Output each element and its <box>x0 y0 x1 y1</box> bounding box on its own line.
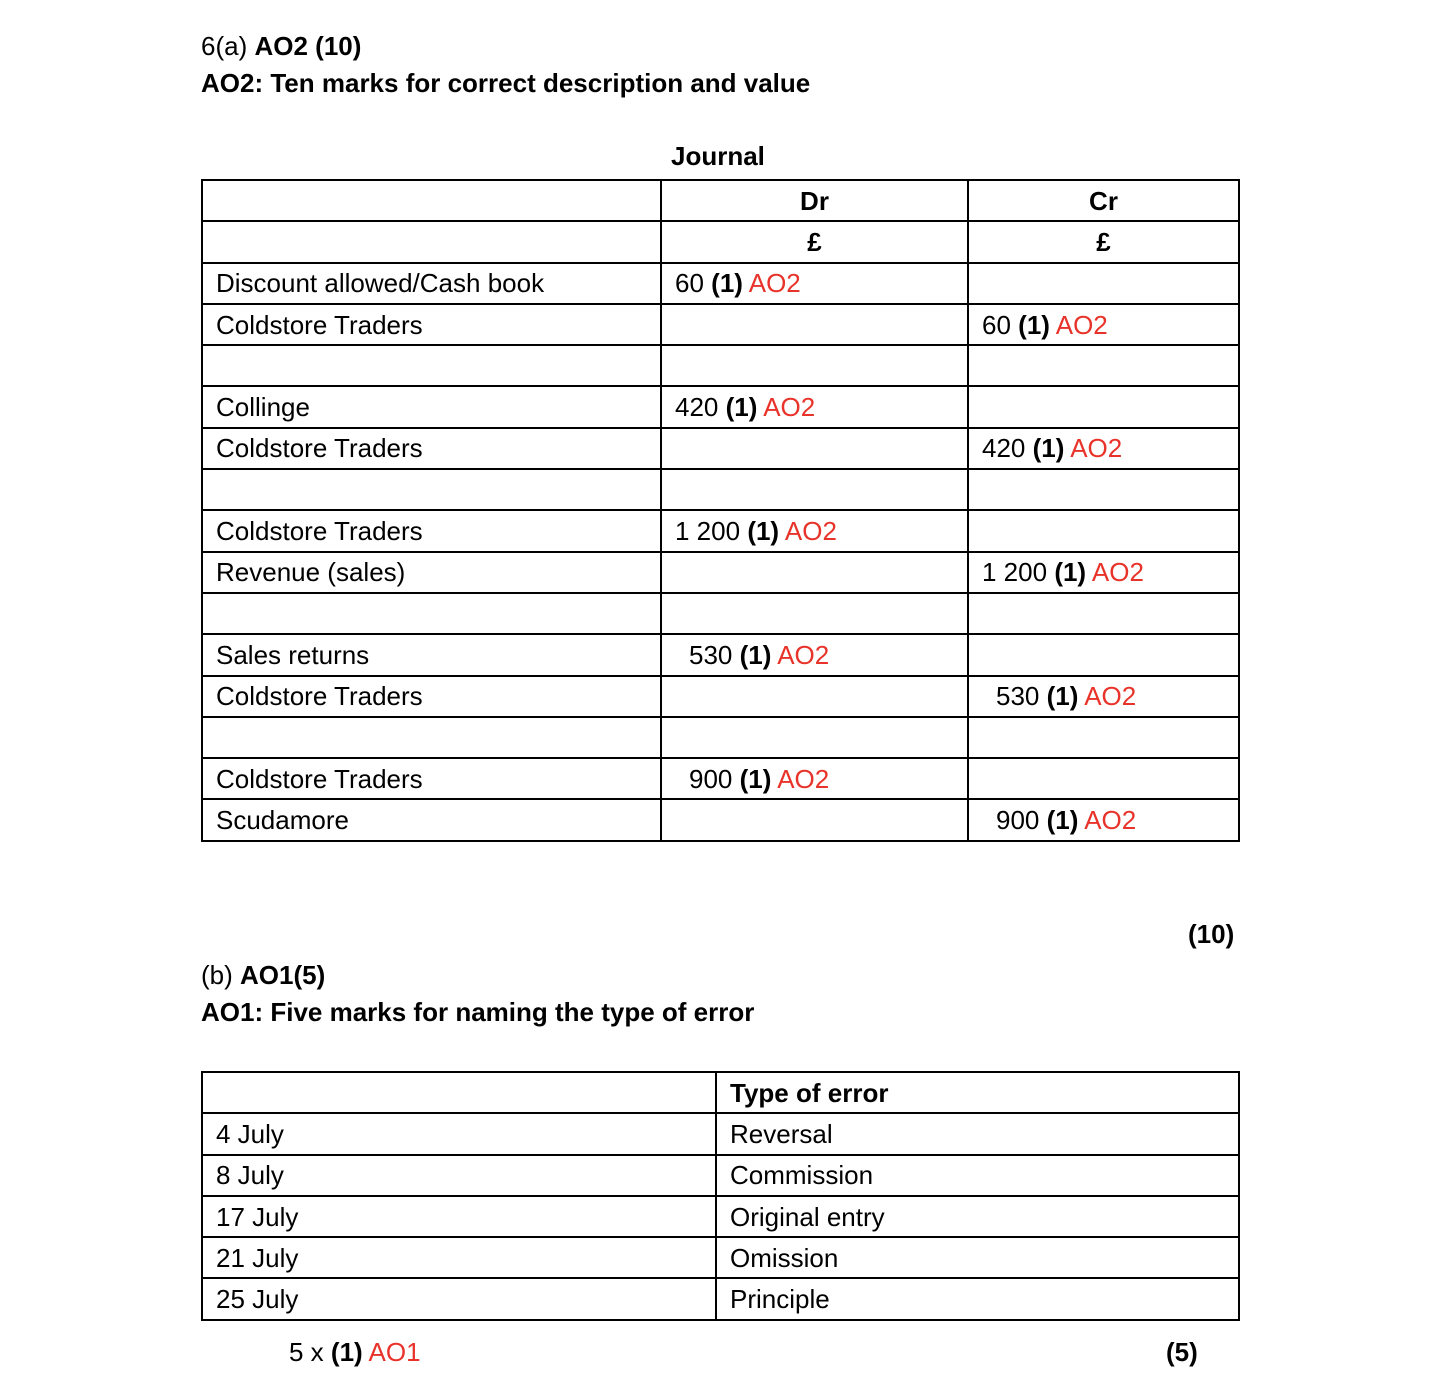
assessment-objective: AO2 <box>1070 433 1123 464</box>
error-type: Reversal <box>716 1113 1239 1154</box>
footer-mark: (1) <box>330 1337 363 1367</box>
credit-cell <box>968 263 1239 304</box>
credit-cell <box>968 799 1239 840</box>
mark: (1) <box>711 268 743 299</box>
account-name <box>202 717 661 758</box>
debit-cell <box>661 304 968 345</box>
amount: 530 <box>689 639 733 670</box>
error-row <box>202 1155 1239 1196</box>
amount: 420 <box>982 433 1026 464</box>
error-date: 17 July <box>202 1196 716 1237</box>
journal-row <box>202 676 1239 717</box>
credit-cell <box>968 593 1239 634</box>
debit-cell <box>661 469 968 510</box>
mark: (1) <box>1054 557 1087 588</box>
error-type-header: Type of error <box>716 1072 1239 1113</box>
journal-row <box>202 510 1239 551</box>
credit-cell <box>968 345 1239 386</box>
mark: (1) <box>747 516 780 547</box>
assessment-objective: AO2 <box>784 516 837 547</box>
debit-cell <box>661 428 968 469</box>
part-b-total-marks: (5) <box>1166 1337 1198 1367</box>
journal-row <box>202 345 1239 386</box>
credit-cell <box>968 552 1239 593</box>
error-type-table <box>201 1071 1240 1321</box>
error-header-row <box>202 1072 1239 1113</box>
credit-cell <box>968 717 1239 758</box>
journal-header-cell: £ <box>968 221 1239 262</box>
marks-allocation: AO2 (10) <box>254 31 362 61</box>
debit-cell <box>661 263 968 304</box>
credit-cell <box>968 469 1239 510</box>
journal-header-cell: £ <box>661 221 968 262</box>
debit-cell <box>661 717 968 758</box>
debit-cell <box>661 593 968 634</box>
credit-cell <box>968 510 1239 551</box>
journal-header-cell <box>202 221 661 262</box>
error-date: 25 July <box>202 1278 716 1319</box>
mark: (1) <box>1046 805 1079 836</box>
journal-row <box>202 717 1239 758</box>
error-type: Omission <box>716 1237 1239 1278</box>
account-name: Coldstore Traders <box>202 510 661 551</box>
account-name: Coldstore Traders <box>202 758 661 799</box>
header-blank <box>202 1072 716 1113</box>
debit-cell <box>661 634 968 675</box>
amount: 60 <box>675 268 704 299</box>
part-b-footer <box>289 1337 421 1368</box>
part-a-heading <box>201 31 361 62</box>
part-a-total-marks: (10) <box>1188 919 1235 949</box>
assessment-objective: AO2 <box>1084 805 1137 836</box>
journal-row <box>202 386 1239 427</box>
part-a-subheading: AO2: Ten marks for correct description and value <box>201 68 811 98</box>
error-date: 21 July <box>202 1237 716 1278</box>
mark: (1) <box>739 639 772 670</box>
debit-cell <box>661 345 968 386</box>
account-name <box>202 593 661 634</box>
debit-cell <box>661 552 968 593</box>
amount: 530 <box>996 681 1040 712</box>
debit-cell <box>661 676 968 717</box>
amount: 420 <box>675 392 719 423</box>
marks-allocation: AO1(5) <box>240 960 326 990</box>
journal-row <box>202 469 1239 510</box>
journal-row <box>202 428 1239 469</box>
account-name: Coldstore Traders <box>202 428 661 469</box>
journal-header-cell: Dr <box>661 180 968 221</box>
question-part: (b) <box>201 960 233 990</box>
assessment-objective: AO2 <box>748 268 801 299</box>
amount: 60 <box>982 309 1011 340</box>
assessment-objective: AO2 <box>1055 309 1108 340</box>
journal-table <box>201 179 1240 842</box>
debit-cell <box>661 510 968 551</box>
error-row <box>202 1237 1239 1278</box>
error-date: 8 July <box>202 1155 716 1196</box>
credit-cell <box>968 676 1239 717</box>
journal-title: Journal <box>671 141 765 171</box>
account-name: Sales returns <box>202 634 661 675</box>
journal-row <box>202 634 1239 675</box>
account-name: Scudamore <box>202 799 661 840</box>
error-type: Principle <box>716 1278 1239 1319</box>
credit-cell <box>968 758 1239 799</box>
journal-row <box>202 552 1239 593</box>
amount: 900 <box>689 763 733 794</box>
credit-cell <box>968 386 1239 427</box>
error-row <box>202 1278 1239 1319</box>
question-number: 6(a) <box>201 31 248 61</box>
error-type: Commission <box>716 1155 1239 1196</box>
debit-cell <box>661 799 968 840</box>
footer-multiplier: 5 x <box>289 1337 324 1367</box>
error-date: 4 July <box>202 1113 716 1154</box>
journal-row <box>202 593 1239 634</box>
assessment-objective: AO2 <box>1084 681 1137 712</box>
amount: 1 200 <box>982 557 1048 588</box>
debit-cell <box>661 386 968 427</box>
mark: (1) <box>725 392 758 423</box>
amount: 1 200 <box>675 516 741 547</box>
error-row <box>202 1196 1239 1237</box>
mark: (1) <box>1018 309 1050 340</box>
journal-row <box>202 304 1239 345</box>
mark: (1) <box>1032 433 1065 464</box>
account-name: Coldstore Traders <box>202 304 661 345</box>
part-b-heading <box>201 960 325 991</box>
account-name <box>202 345 661 386</box>
account-name: Discount allowed/Cash book <box>202 263 661 304</box>
journal-row <box>202 263 1239 304</box>
debit-cell <box>661 758 968 799</box>
account-name <box>202 469 661 510</box>
account-name: Revenue (sales) <box>202 552 661 593</box>
journal-row <box>202 799 1239 840</box>
amount: 900 <box>996 805 1040 836</box>
credit-cell <box>968 304 1239 345</box>
error-type: Original entry <box>716 1196 1239 1237</box>
assessment-objective: AO2 <box>777 763 830 794</box>
account-name: Collinge <box>202 386 661 427</box>
mark: (1) <box>739 763 772 794</box>
account-name: Coldstore Traders <box>202 676 661 717</box>
credit-cell <box>968 634 1239 675</box>
journal-header-cell: Cr <box>968 180 1239 221</box>
mark: (1) <box>1046 681 1079 712</box>
assessment-objective: AO2 <box>777 639 830 670</box>
journal-header-row <box>202 221 1239 262</box>
journal-header-cell <box>202 180 661 221</box>
assessment-objective: AO2 <box>763 392 816 423</box>
journal-header-row <box>202 180 1239 221</box>
assessment-objective: AO2 <box>1091 557 1144 588</box>
part-b-subheading: AO1: Five marks for naming the type of error <box>201 997 755 1027</box>
error-row <box>202 1113 1239 1154</box>
credit-cell <box>968 428 1239 469</box>
footer-ao: AO1 <box>368 1337 421 1367</box>
journal-row <box>202 758 1239 799</box>
